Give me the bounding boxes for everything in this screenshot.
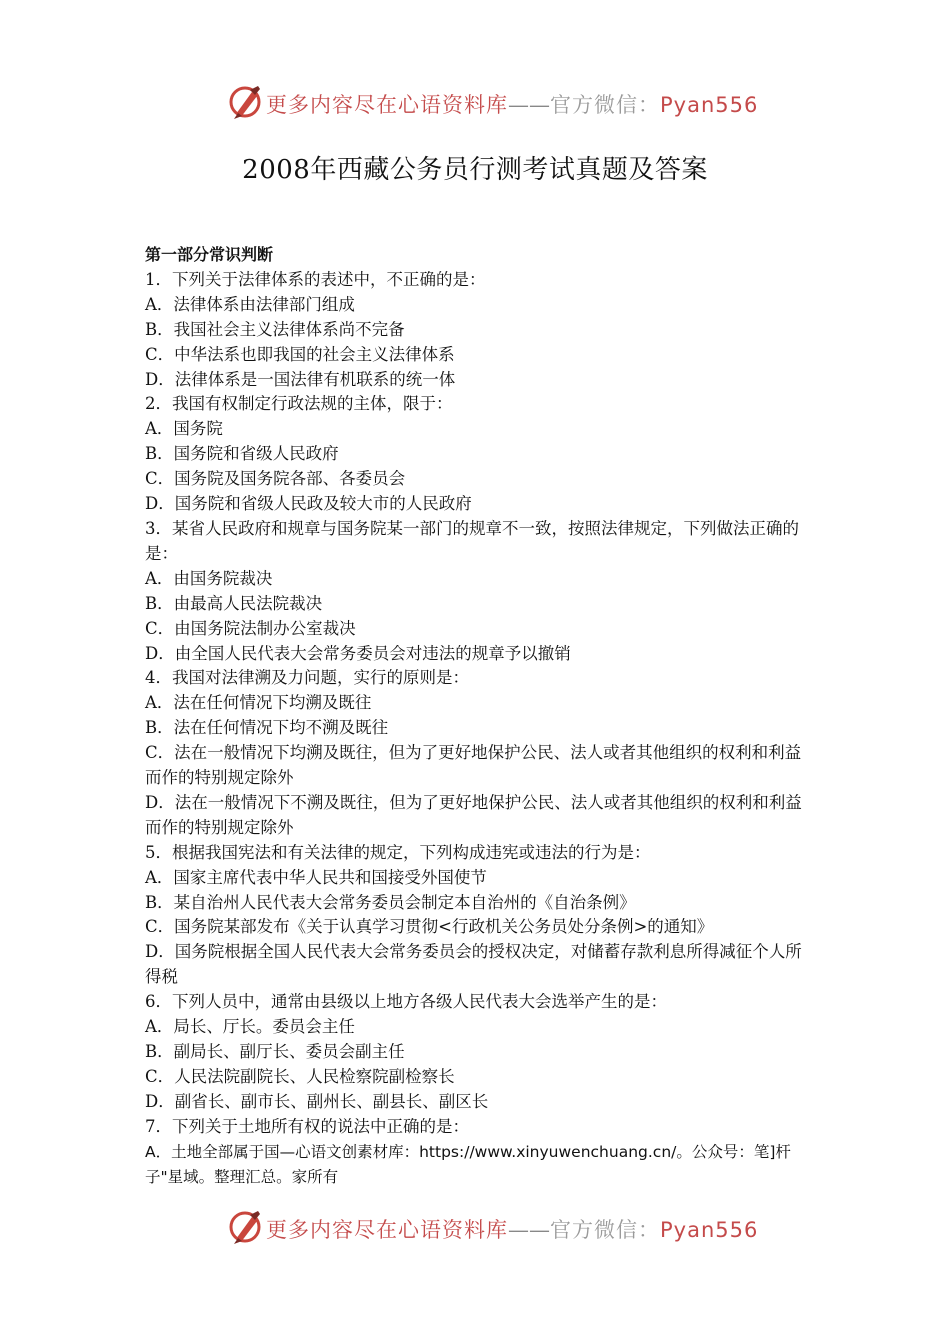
list-item: A．法律体系由法律部门组成 — [145, 294, 355, 314]
list-item: B．国务院和省级人民政府 — [145, 444, 339, 464]
list-item: A．国务院 — [145, 419, 223, 439]
list-item: B．法在任何情况下均不溯及既往 — [145, 718, 389, 738]
list-item: D．由全国人民代表大会常务委员会对违法的规章予以撤销 — [145, 643, 571, 663]
list-item: 3．某省人民政府和规章与国务院某一部门的规章不一致，按照法律规定，下列做法正确的是： — [145, 518, 799, 563]
list-item: C．中华法系也即我国的社会主义法律体系 — [145, 344, 455, 364]
list-item: 1．下列关于法律体系的表述中，不正确的是： — [145, 269, 486, 289]
pen-logo-icon — [228, 84, 264, 122]
list-item: A．由国务院裁决 — [145, 568, 273, 588]
list-item: C．国务院及国务院各部、各委员会 — [145, 469, 406, 489]
list-item: C．由国务院法制办公室裁决 — [145, 618, 356, 638]
list-item: B．副局长、副厅长、委员会副主任 — [145, 1042, 405, 1061]
banner-text: 更多内容尽在心语资料库——官方微信：Pyan556 — [266, 1218, 759, 1242]
list-item: C．国务院某部发布《关于认真学习贯彻<行政机关公务员处分条例>的通知》 — [145, 917, 714, 937]
list-item: 5．根据我国宪法和有关法律的规定，下列构成违宪或违法的行为是： — [145, 842, 651, 862]
document-body — [145, 243, 815, 1189]
banner-text: 更多内容尽在心语资料库——官方微信：Pyan556 — [266, 93, 759, 117]
page-title: 2008年西藏公务员行测考试真题及答案 — [242, 155, 708, 185]
list-item: 2．我国有权制定行政法规的主体，限于： — [145, 394, 453, 414]
list-item: D．法在一般情况下不溯及既往，但为了更好地保护公民、法人或者其他组织的权利和利益而作的特别规定除外 — [145, 792, 802, 837]
list-item: C．人民法院副院长、人民检察院副检察长 — [145, 1066, 455, 1086]
list-item: A．国家主席代表中华人民共和国接受外国使节 — [145, 867, 487, 887]
list-item: C．法在一般情况下均溯及既往，但为了更好地保护公民、法人或者其他组织的权利和利益而作的特别规定除外 — [145, 743, 802, 788]
list-item: B．由最高人民法院裁决 — [145, 593, 323, 613]
list-item: 7．下列关于土地所有权的说法中正确的是： — [145, 1116, 469, 1136]
pen-logo-icon — [228, 1209, 264, 1247]
list-item: A．局长、厅长。委员会主任 — [145, 1017, 355, 1037]
list-item: A．法在任何情况下均溯及既往 — [145, 693, 372, 713]
list-item: D．法律体系是一国法律有机联系的统一体 — [145, 369, 456, 389]
list-item: B．我国社会主义法律体系尚不完备 — [145, 319, 405, 339]
list-item: D．国务院根据全国人民代表大会常务委员会的授权决定，对储蓄存款利息所得减征个人所得税 — [145, 942, 802, 987]
section-heading: 第一部分常识判断 — [145, 245, 274, 264]
header-watermark-banner — [0, 82, 950, 126]
list-item: A．土地全部属于国—心语文创素材库：https://www.xinyuwenchuang.cn/。公众号：笔]杆子"星域。整理汇总。家所有 — [145, 1142, 791, 1186]
list-item: 6．下列人员中，通常由县级以上地方各级人民代表大会选举产生的是： — [145, 992, 667, 1012]
list-item: 4．我国对法律溯及力问题，实行的原则是： — [145, 668, 469, 688]
list-item: B．某自治州人民代表大会常务委员会制定本自治州的《自治条例》 — [145, 892, 636, 912]
list-item: D．国务院和省级人民政及较大市的人民政府 — [145, 494, 472, 514]
list-item: D．副省长、副市长、副州长、副县长、副区长 — [145, 1091, 489, 1111]
footer-watermark-banner — [0, 1207, 950, 1251]
